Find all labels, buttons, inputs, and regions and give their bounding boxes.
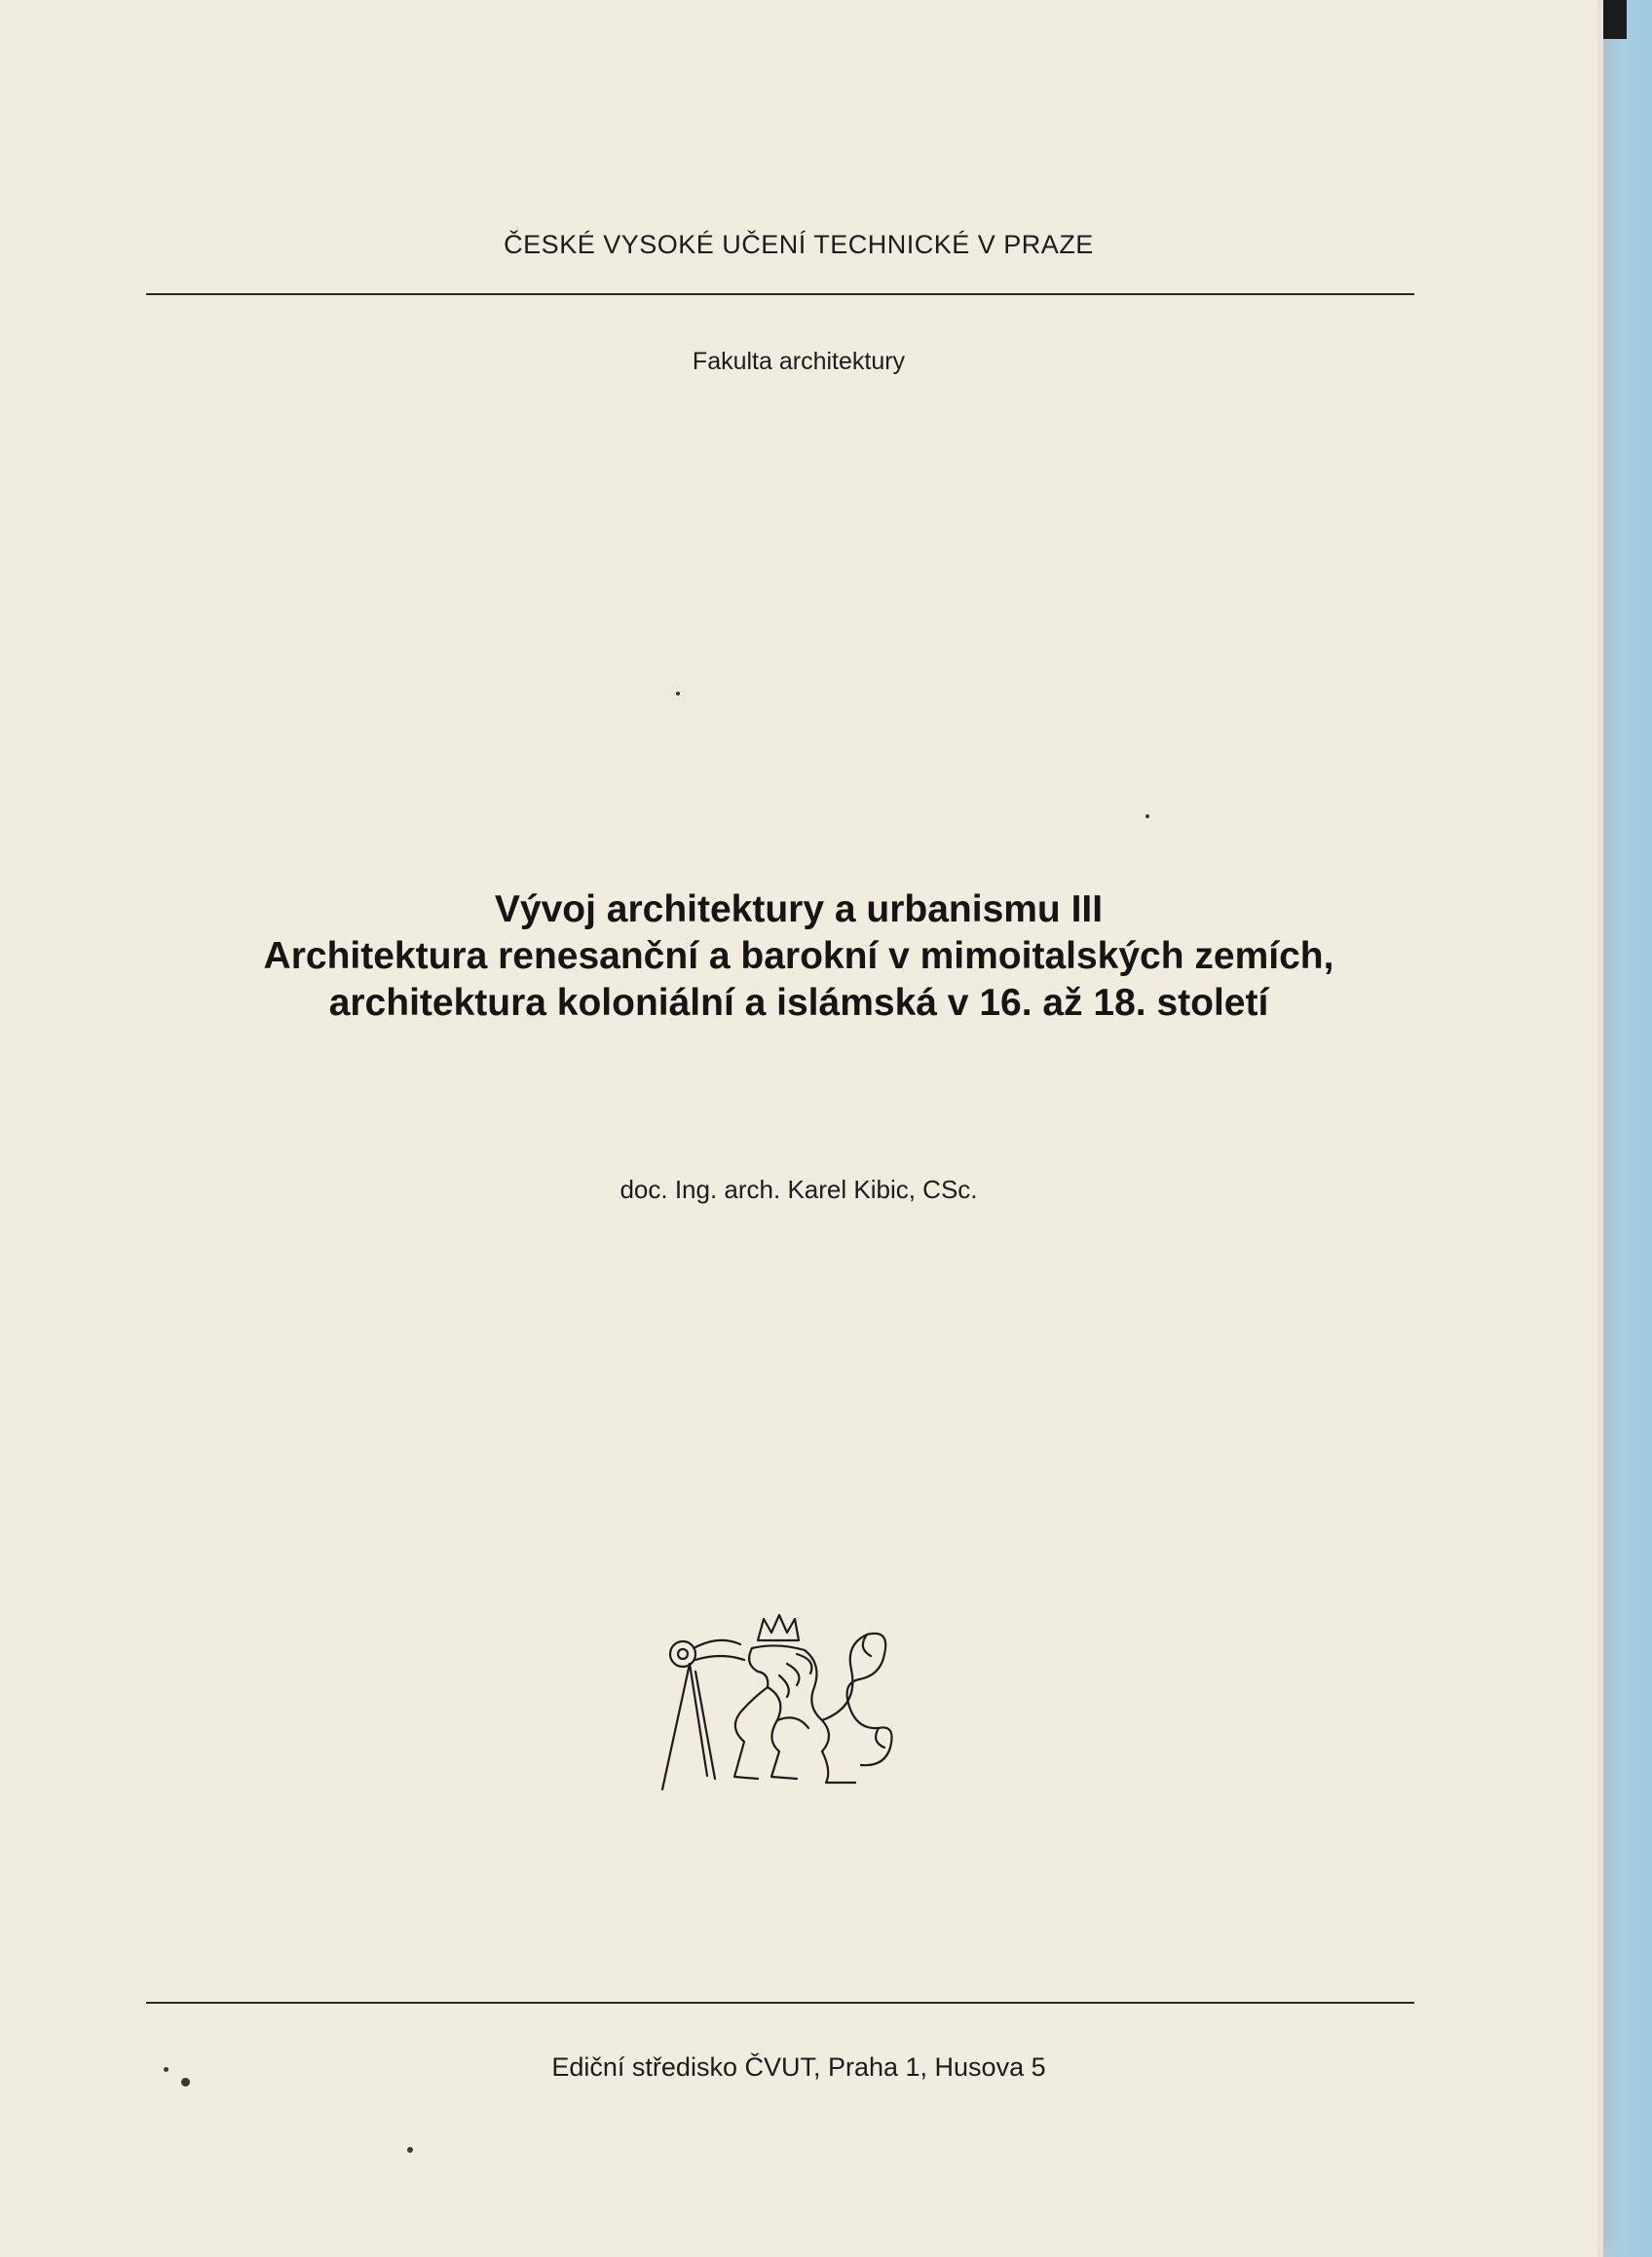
- faculty-name: Fakulta architektury: [692, 348, 906, 375]
- cvut-lion-logo-icon: [651, 1605, 904, 1795]
- publisher-info: Ediční středisko ČVUT, Praha 1, Husova 5: [551, 2052, 1046, 2082]
- paper-speck: [164, 2067, 169, 2072]
- paper-speck: [676, 692, 680, 696]
- background-edge: [1597, 0, 1652, 2257]
- title-line-3: architektura koloniální a islámská v 16. až 18. století: [328, 982, 1269, 1024]
- document-title: [0, 886, 1597, 1027]
- institution-name: ČESKÉ VYSOKÉ UČENÍ TECHNICKÉ V PRAZE: [504, 230, 1094, 259]
- title-line-1: Vývoj architektury a urbanismu III: [494, 888, 1104, 930]
- top-divider: [146, 293, 1414, 295]
- paper-speck: [181, 2078, 190, 2087]
- paper-speck: [1145, 814, 1149, 818]
- author-name: doc. Ing. arch. Karel Kibic, CSc.: [620, 1175, 978, 1204]
- bottom-divider: [146, 2002, 1414, 2004]
- paper-speck: [407, 2147, 413, 2153]
- title-line-2: Architektura renesanční a barokní v mimoitalských zemích,: [263, 935, 1334, 977]
